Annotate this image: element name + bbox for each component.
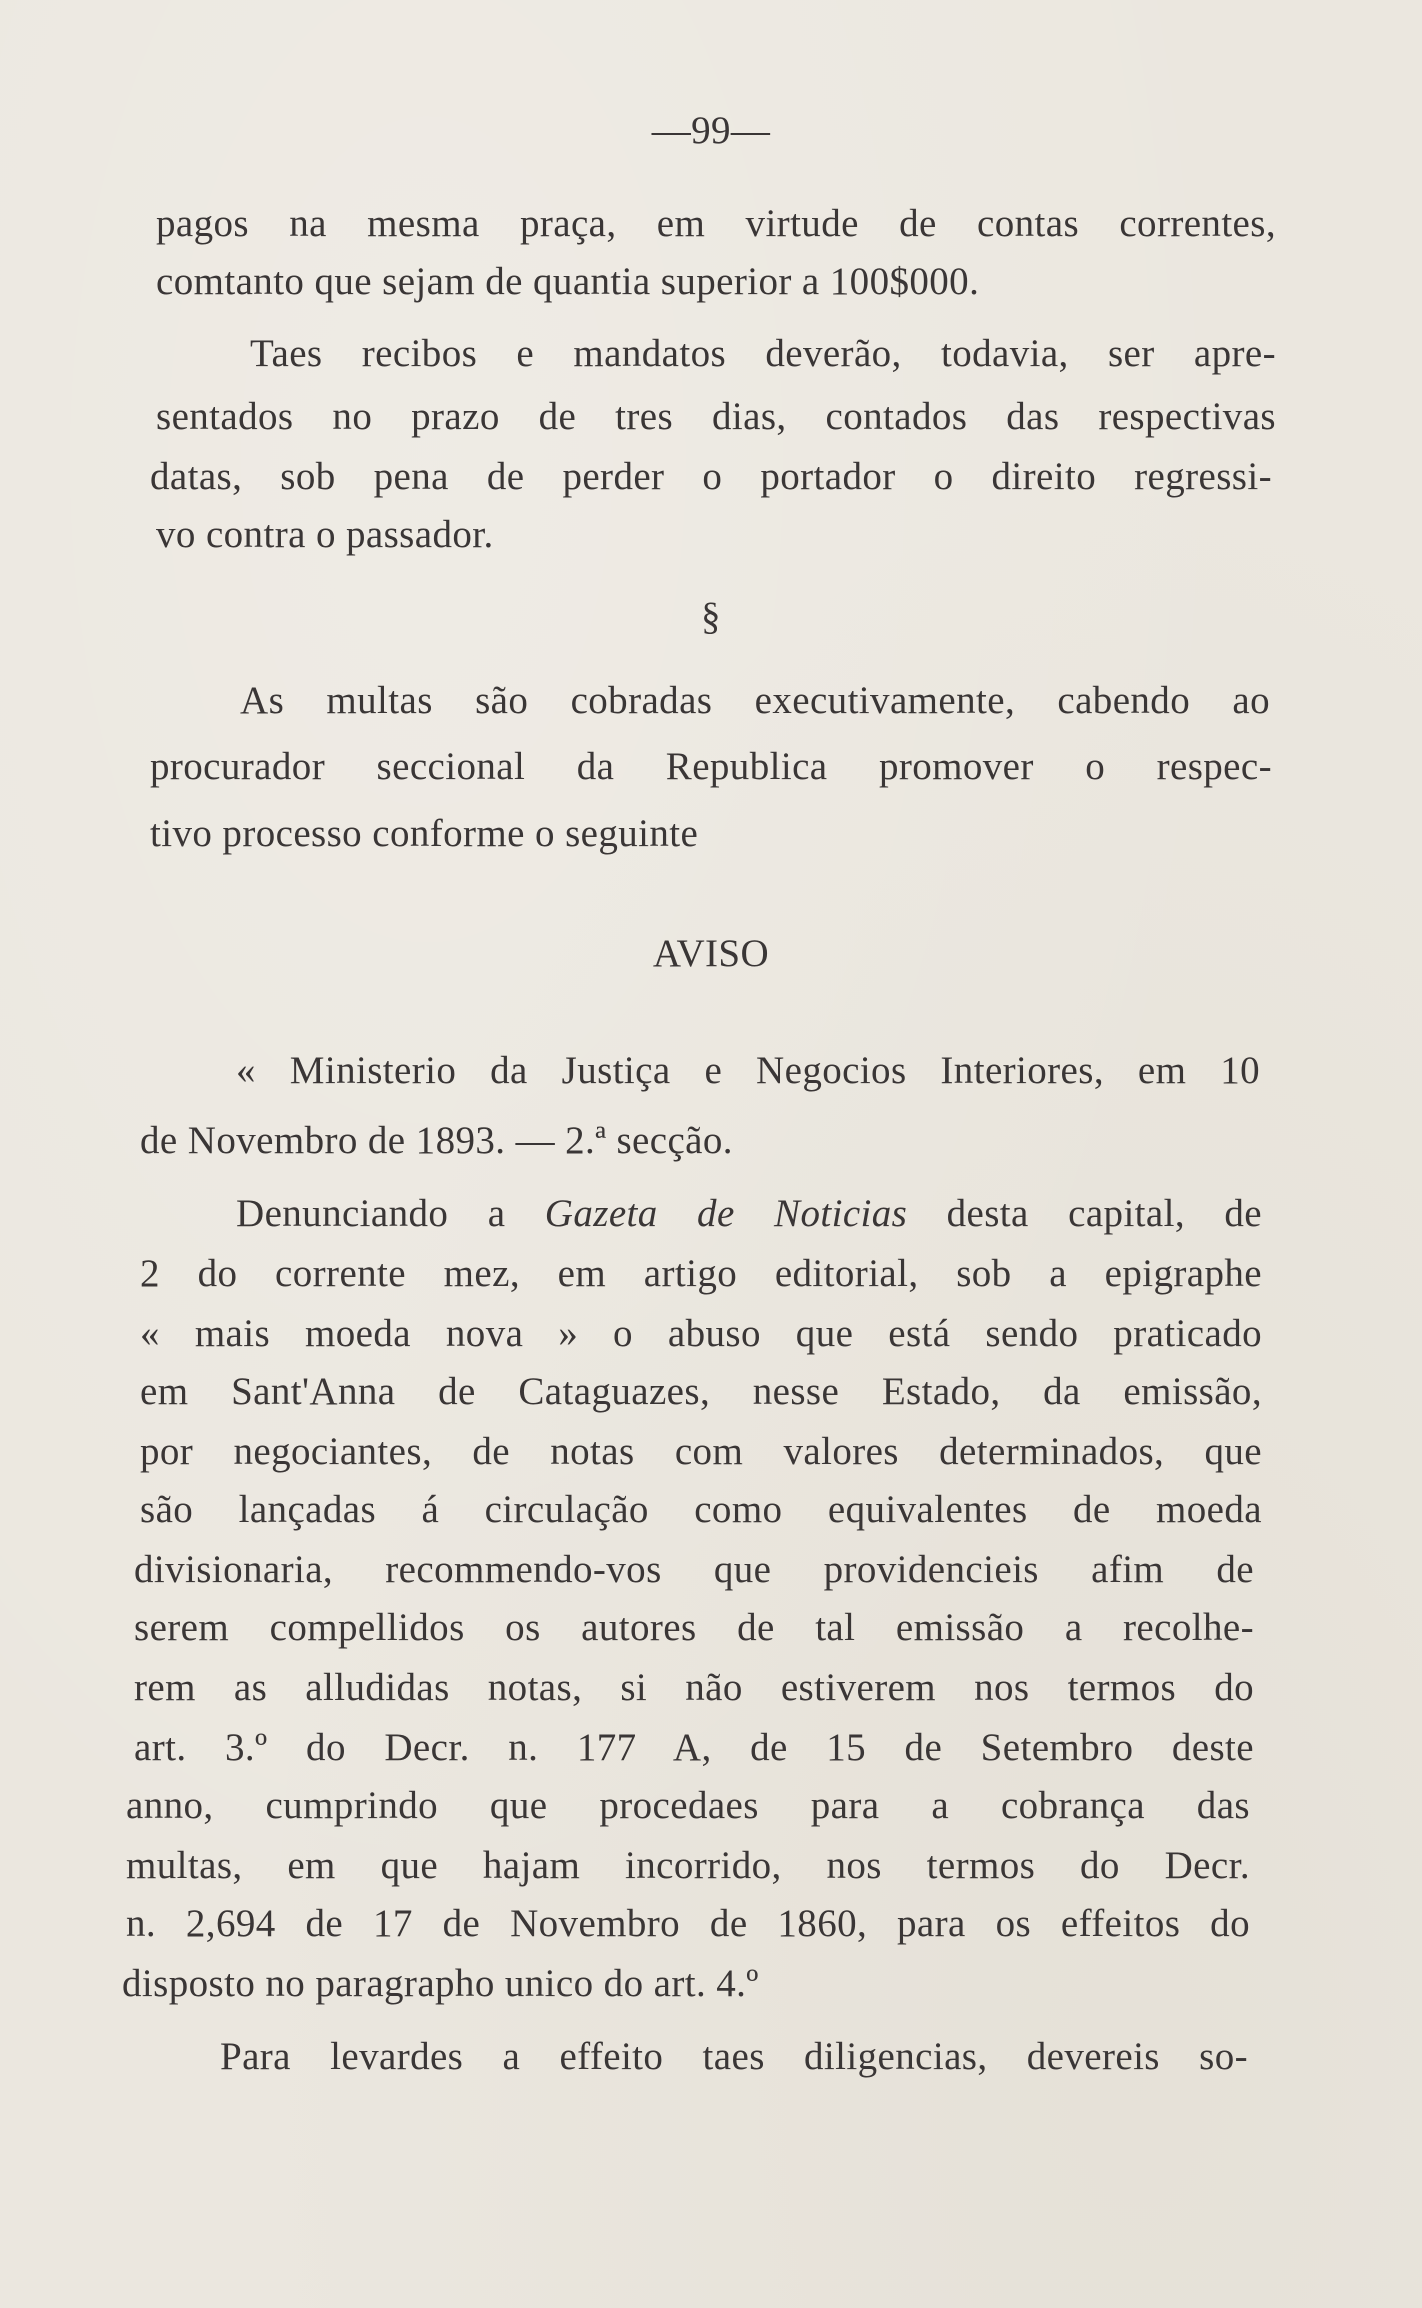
text-line: procurador seccional da Republica promover o respec-: [150, 745, 1272, 788]
text-line: n. 2,694 de 17 de Novembro de 1860, para os effeitos do: [126, 1902, 1250, 1945]
text-line: divisionaria, recommendo-vos que providencieis afim de: [134, 1548, 1254, 1591]
text-line: são lançadas á circulação como equivalentes de moeda: [140, 1488, 1262, 1531]
text-line: por negociantes, de notas com valores determinados, que: [140, 1430, 1262, 1473]
text-line: sentados no prazo de tres dias, contados das respectivas: [156, 395, 1276, 438]
text-line: Para levardes a effeito taes diligencias, devereis so-: [220, 2035, 1248, 2078]
section-symbol: §: [701, 595, 721, 638]
text-line: vo contra o passador.: [156, 513, 494, 556]
text-line: « Ministerio da Justiça e Negocios Interiores, em 10: [236, 1049, 1260, 1092]
text-line: de Novembro de 1893. — 2.ª secção.: [140, 1119, 733, 1162]
page-number: —99—: [651, 109, 771, 152]
text-line: disposto no paragrapho unico do art. 4.º: [122, 1962, 759, 2005]
text-line: em Sant'Anna de Cataguazes, nesse Estado, da emissão,: [140, 1370, 1262, 1413]
text-line: rem as alludidas notas, si não estiverem nos termos do: [134, 1666, 1254, 1709]
text-line: [236, 1190, 1262, 1238]
text-line: serem compellidos os autores de tal emissão a recolhe-: [134, 1606, 1254, 1649]
text-line: pagos na mesma praça, em virtude de contas correntes,: [156, 202, 1276, 245]
text-span: desta capital, de: [907, 1192, 1262, 1235]
aviso-heading: AVISO: [652, 932, 770, 975]
text-line: As multas são cobradas executivamente, cabendo ao: [240, 679, 1270, 722]
text-line: multas, em que hajam incorrido, nos termos do Decr.: [126, 1844, 1250, 1887]
text-line: 2 do corrente mez, em artigo editorial, sob a epigraphe: [140, 1252, 1262, 1295]
text-line: Taes recibos e mandatos deverão, todavia, ser apre-: [250, 332, 1276, 375]
newspaper-title: Gazeta de Noticias: [544, 1192, 908, 1235]
text-line: art. 3.º do Decr. n. 177 A, de 15 de Setembro deste: [134, 1726, 1254, 1769]
text-span: Denunciando a: [236, 1192, 545, 1235]
text-line: « mais moeda nova » o abuso que está sendo praticado: [140, 1312, 1262, 1355]
text-line: comtanto que sejam de quantia superior a 100$000.: [156, 260, 980, 303]
text-line: tivo processo conforme o seguinte: [150, 812, 699, 855]
text-line: anno, cumprindo que procedaes para a cobrança das: [126, 1784, 1250, 1827]
text-line: datas, sob pena de perder o portador o direito regressi-: [150, 455, 1272, 498]
